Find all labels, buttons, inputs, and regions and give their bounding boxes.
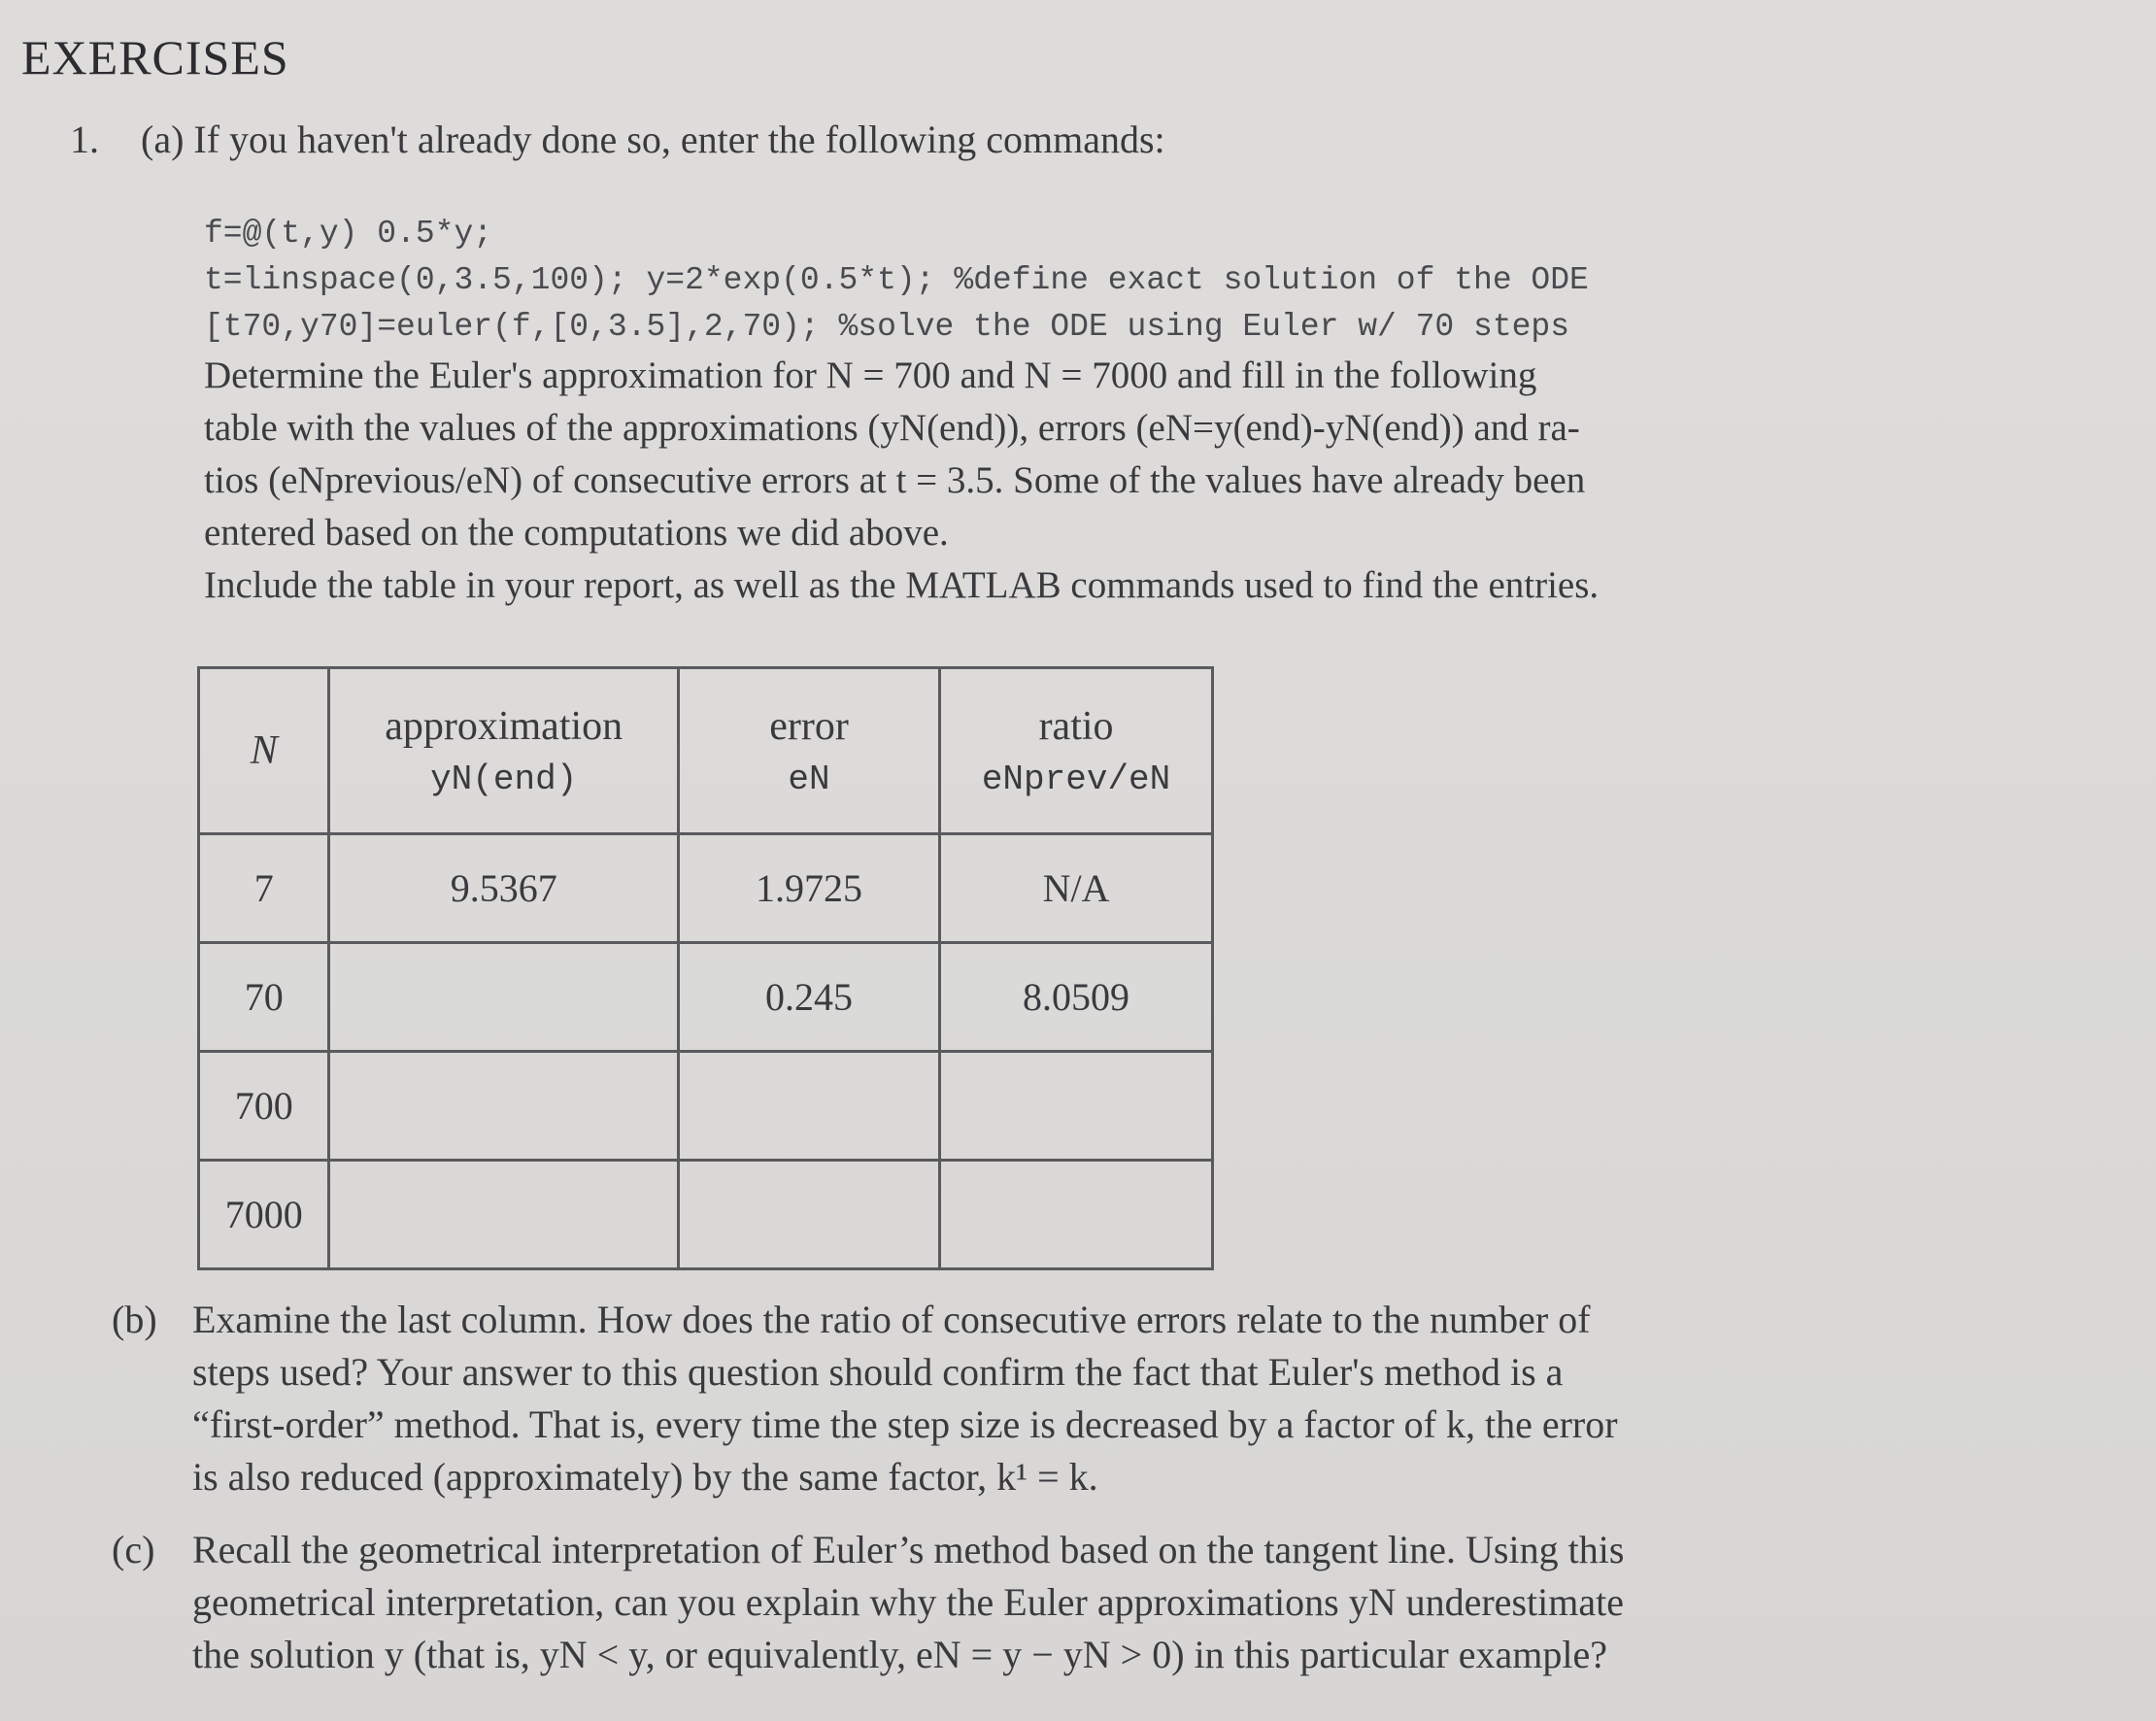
header-n-label: N	[250, 728, 278, 773]
header-n	[199, 668, 329, 834]
cell-approximation	[329, 943, 678, 1052]
code-line: [t70,y70]=euler(f,[0,3.5],2,70); %solve the ODE using Euler w/ 70 steps	[204, 309, 1570, 345]
table-row	[199, 1052, 1213, 1161]
section-heading: EXERCISES	[21, 30, 289, 84]
instruction-line: tios (eNprevious/eN) of consecutive errors at t = 3.5. Some of the values have already been	[204, 459, 1586, 501]
code-line: t=linspace(0,3.5,100); y=2*exp(0.5*t); %define exact solution of the ODE	[204, 262, 1589, 298]
table-row	[199, 943, 1213, 1052]
part-a-intro: (a) If you haven't already done so, enter the following commands:	[141, 118, 1165, 161]
cell-approximation: 9.5367	[329, 834, 678, 943]
part-c-label: (c)	[112, 1528, 155, 1571]
part-c-line: the solution y (that is, yN < y, or equivalently, eN = y − yN > 0) in this particular example?	[192, 1633, 1607, 1676]
instruction-line: Determine the Euler's approximation for N = 700 and N = 7000 and fill in the following	[204, 354, 1537, 396]
part-c-line: Recall the geometrical interpretation of Euler’s method based on the tangent line. Using this	[192, 1528, 1625, 1571]
header-ratio	[940, 668, 1213, 834]
cell-error	[678, 1052, 939, 1161]
exercise-number: 1.	[70, 118, 99, 161]
header-ratio-sub: eNprev/eN	[981, 759, 1171, 799]
cell-n: 700	[199, 1052, 329, 1161]
table-header-row	[199, 668, 1213, 834]
header-error-sub: eN	[788, 759, 830, 799]
cell-ratio: N/A	[940, 834, 1213, 943]
table-row	[199, 834, 1213, 943]
cell-n: 7	[199, 834, 329, 943]
header-approximation-label: approximation	[385, 703, 623, 749]
part-c-line: geometrical interpretation, can you explain why the Euler approximations yN underestimate	[192, 1580, 1624, 1624]
cell-ratio: 8.0509	[940, 943, 1213, 1052]
table-row	[199, 1161, 1213, 1269]
instruction-line: table with the values of the approximations (yN(end)), errors (eN=y(end)-yN(end)) and ra-	[204, 407, 1580, 449]
cell-error	[678, 1161, 939, 1269]
instruction-line: entered based on the computations we did above.	[204, 512, 949, 554]
part-b-label: (b)	[112, 1298, 157, 1341]
part-b-line: steps used? Your answer to this question should confirm the fact that Euler's method is a	[192, 1350, 1564, 1394]
code-line: f=@(t,y) 0.5*y;	[204, 216, 493, 252]
header-approximation	[329, 668, 678, 834]
header-error-label: error	[769, 703, 849, 749]
cell-n: 70	[199, 943, 329, 1052]
part-b-line: Examine the last column. How does the ratio of consecutive errors relate to the number of	[192, 1298, 1591, 1341]
cell-error: 0.245	[678, 943, 939, 1052]
cell-approximation	[329, 1052, 678, 1161]
part-b-line: “first-order” method. That is, every time the step size is decreased by a factor of k, the error	[192, 1402, 1618, 1446]
header-ratio-label: ratio	[1038, 703, 1114, 749]
include-instruction: Include the table in your report, as well as the MATLAB commands used to find the entries.	[204, 564, 1600, 606]
results-table	[197, 666, 1214, 1270]
cell-n: 7000	[199, 1161, 329, 1269]
cell-error: 1.9725	[678, 834, 939, 943]
cell-approximation	[329, 1161, 678, 1269]
cell-ratio	[940, 1052, 1213, 1161]
header-approximation-sub: yN(end)	[430, 759, 578, 799]
part-b-line: is also reduced (approximately) by the same factor, k¹ = k.	[192, 1455, 1098, 1499]
cell-ratio	[940, 1161, 1213, 1269]
header-error	[678, 668, 939, 834]
